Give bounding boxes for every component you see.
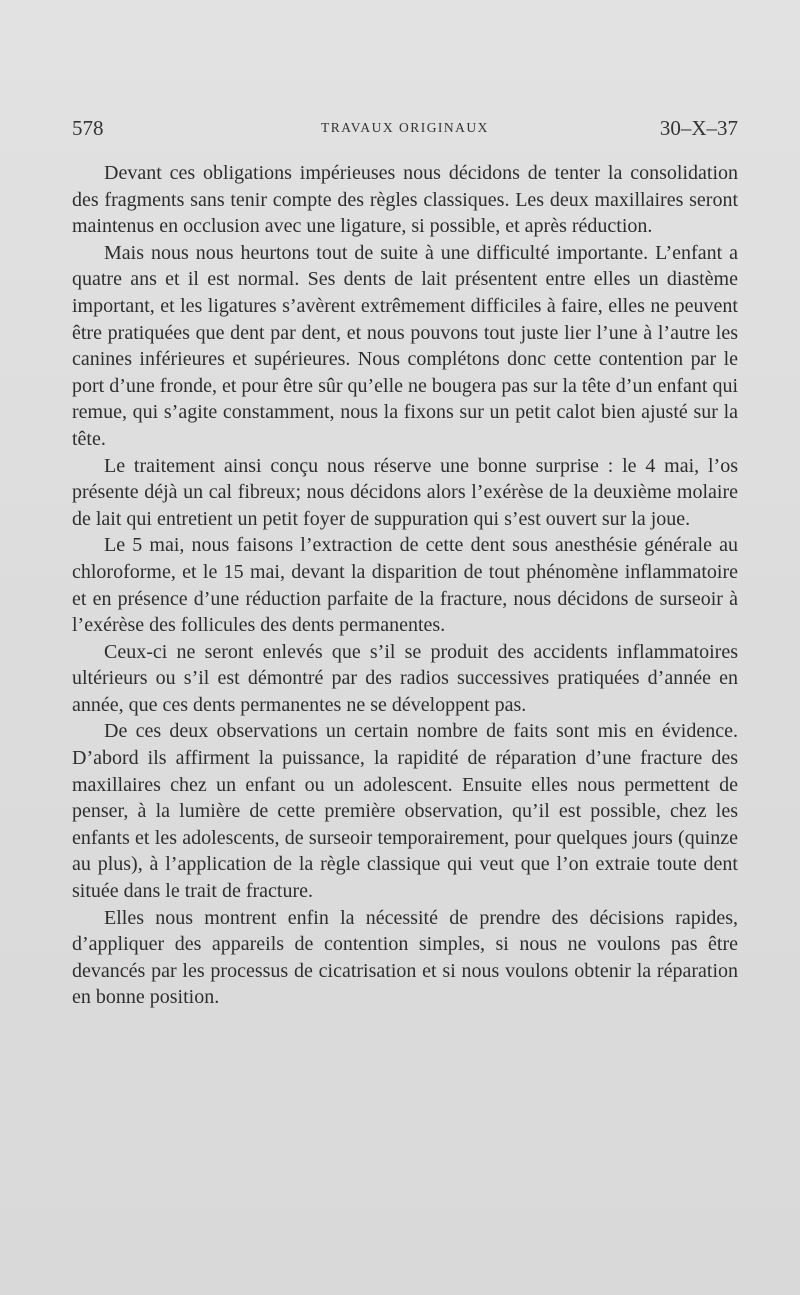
paragraph: Devant ces obligations impérieuses nous décidons de tenter la consolidation des fragments sans tenir compte des règles classiques. Les deux maxillaires seront maintenus en occlusion avec une ligature, si possible, et après réduction. [72,162,738,238]
paragraph: Le traitement ainsi conçu nous réserve une bonne surprise : le 4 mai, l’os présente déjà un cal fibreux; nous décidons alors l’exérèse de la deuxième molaire de lait qui entretient un petit foyer de suppuration qui s’est ouvert sur la joue. [72,454,738,530]
paragraph: Le 5 mai, nous faisons l’extraction de cette dent sous anesthésie générale au chloroforme, et le 15 mai, devant la disparition de tout phénomène inflammatoire et en présence d’une réduction parfaite de la fracture, nous décidons de surseoir à l’exérèse des follicules des dents permanentes. [72,534,738,637]
paragraph: Mais nous nous heurtons tout de suite à une difficulté importante. L’enfant a quatre ans et il est normal. Ses dents de lait présentent entre elles un diastème important, et les ligatures s’avèrent extrêmement difficiles à faire, elles ne peuvent être pratiquées que dent par dent, et nous pouvons tout juste lier l’une à l’autre les canines inférieures et supérieures. Nous complétons donc cette contention par le port d’une fronde, et pour être sûr qu’elle ne bougera pas sur la tête d’un enfant qui remue, qui s’agite constamment, nous la fixons sur un petit calot bien ajusté sur la tête. [72,241,738,450]
page-number: 578 [72,116,104,140]
paragraph: Elles nous montrent enfin la nécessité de prendre des décisions rapides, d’appliquer des appareils de contention simples, si nous ne voulons pas être devancés par les processus de cicatrisation et si nous voulons obtenir la réparation en bonne position. [72,906,738,1009]
body-text [72,160,738,1011]
issue-date: 30–X–37 [659,116,738,140]
running-head [72,116,738,142]
section-title: TRAVAUX ORIGINAUX [321,120,489,135]
paragraph: De ces deux observations un certain nombre de faits sont mis en évidence. D’abord ils affirment la puissance, la rapidité de réparation d’une fracture des maxillaires chez un enfant ou un adolescent. Ensuite elles nous permettent de penser, à la lumière de cette première observation, qu’il est possible, chez les enfants et les adolescents, de surseoir temporairement, pour quelques jours (quinze au plus), à l’application de la règle classique qui veut que l’on extraie toute dent située dans le trait de fracture. [72,720,738,903]
paragraph: Ceux-ci ne seront enlevés que s’il se produit des accidents inflammatoires ultérieurs ou s’il est démontré par des radios successives pratiquées d’année en année, que ces dents permanentes ne se développent pas. [72,640,738,716]
